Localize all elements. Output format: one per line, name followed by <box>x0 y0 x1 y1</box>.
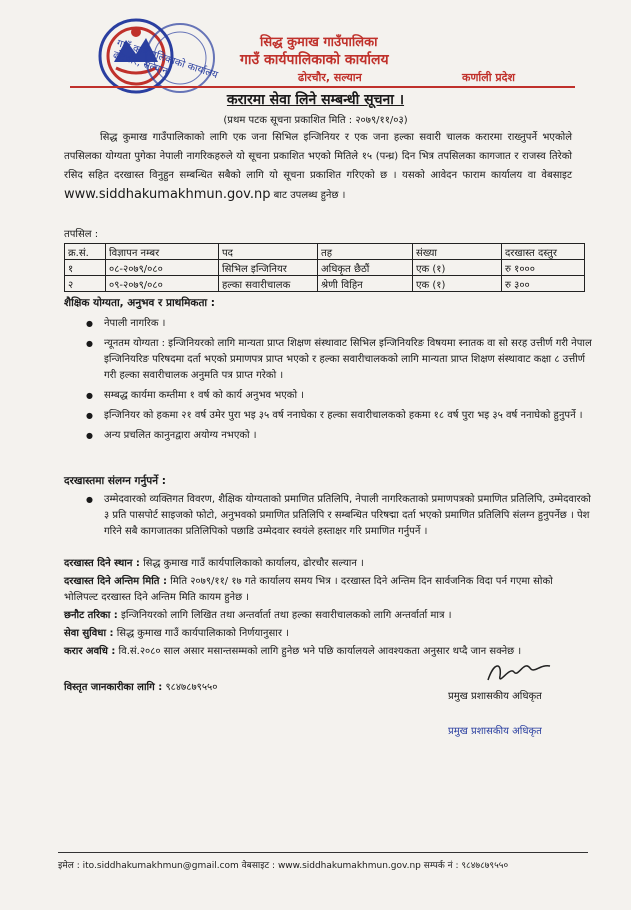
intro-text: सिद्ध कुमाख गाउँपालिकाको लागि एक जना सिभिल इन्जिनियर र एक जना हल्का सवारी चालक करारमा राख्नुपर्ने भएकोले तपसिलका योग्यता पुगेका नेपाली नागरिकहरुले यो सूचना प्रकाशित भएको मितिले १५ (पन्ध्र) दिन भित्र तपसिलका कागजात र राजस्व तिरेको रसिद सहित दरखास्त विनुहुन सम्बन्धित सबैको लागि यो सूचना प्रकाशित गरिएको छ । यसको आवेदन फाराम कार्यालय वा वेबसाइट <box>64 132 572 181</box>
facility-value: सिद्ध कुमाख गाउँ कार्यपालिकाको निर्णयानुसार । <box>116 628 289 639</box>
list-item: ● उम्मेदवारको व्यक्तिगत विवरण, शैक्षिक योग्यताको प्रमाणित प्रतिलिपि, नेपाली नागरिकताको प्रमाणपत्रको प्रमाणित प्रतिलिपि, उम्मेदवारको ३ प्रति पासपोर्ट साइजको फोटो, अनुभवको प्रमाणित प्रतिलिपि र सम्बन्धित परिषद्मा दर्ता भएको प्रमाणित प्रतिलिपि संलग्न हुनुपर्नेछ । पेश गरिने सबै कागजातका प्रतिलिपिको पछाडि उम्मेदवार स्वयंले हस्ताक्षर गरि प्रमाणित गर्नुपर्ने । <box>104 492 592 540</box>
table-cell: सिभिल इन्जिनियर <box>219 260 318 276</box>
table-cell: ०९-२०७९/०८० <box>106 276 219 292</box>
contract-value: वि.सं.२०८० साल असार मसान्तसम्मको लागि हुनेछ भने पछि कार्यालयले आवश्यकता अनुसार थप्दै जान सक्नेछ । <box>118 646 522 657</box>
table-cell: श्रेणी विहिन <box>318 276 413 292</box>
table-cell: रु १००० <box>502 260 585 276</box>
table-header-row <box>65 244 585 260</box>
attachments-list <box>84 492 592 544</box>
qualifications-list <box>84 316 592 448</box>
deadline-line <box>64 574 572 606</box>
table-cell: एक (१) <box>413 260 502 276</box>
deadline-label: दरखास्त दिने अन्तिम मिति : <box>64 576 167 587</box>
table-cell: २ <box>65 276 106 292</box>
notice-subtitle: (प्रथम पटक सूचना प्रकाशित मिति : २०७९/११/०३) <box>223 115 408 126</box>
office-location: ढोरचौर, सल्यान <box>298 71 362 84</box>
attachments-heading: दरखास्तमा संलग्न गर्नुपर्ने : <box>64 475 166 487</box>
submit-place-line <box>64 556 572 572</box>
table-row <box>65 260 585 276</box>
contract-label: करार अवधि : <box>64 646 116 657</box>
deadline-value: मिति २०७९/११/ १७ गते कार्यालय समय भित्र । दरखास्त दिने अन्तिम दिन सार्वजनिक विदा पर्न गएमा सोको भोलिपल्ट दरखास्त दिने अन्तिम मिति कायम हुनेछ । <box>64 576 553 603</box>
signatory-title: प्रमुख प्रशासकीय अधिकृत <box>448 691 542 702</box>
vacancy-table <box>64 243 585 292</box>
office-name: सिद्ध कुमाख गाउँपालिका <box>260 35 378 50</box>
list-item: ● इन्जिनियर को हकमा २१ वर्ष उमेर पुरा भइ ३५ वर्ष ननाघेका र हल्का सवारीचालकको हकमा १८ वर्ष पुरा भइ ३५ वर्ष ननाघेको हुनुपर्ने । <box>104 408 592 424</box>
table-cell: १ <box>65 260 106 276</box>
intro-paragraph <box>64 128 572 205</box>
list-item: ● नेपाली नागरिक । <box>104 316 592 332</box>
footer-divider <box>58 852 588 853</box>
selection-line <box>64 608 572 624</box>
table-row <box>65 276 585 292</box>
column-header: पद <box>219 244 318 260</box>
intro-end-text: बाट उपलब्ध हुनेछ । <box>273 190 346 201</box>
table-cell: ०८-२०७९/०८० <box>106 260 219 276</box>
province-name: कर्णाली प्रदेश <box>462 71 515 84</box>
header-divider <box>70 86 575 88</box>
column-header: क्र.सं. <box>65 244 106 260</box>
table-cell: अधिकृत छैठौं <box>318 260 413 276</box>
table-cell: हल्का सवारीचालक <box>219 276 318 292</box>
list-item: ● अन्य प्रचलित कानुनद्वारा अयोग्य नभएको । <box>104 428 592 444</box>
qualifications-heading: शैक्षिक योग्यता, अनुभव र प्राथमिकता : <box>64 297 216 309</box>
tapsil-label: तपसिल : <box>64 229 99 240</box>
column-header: तह <box>318 244 413 260</box>
selection-label: छनौट तरिका : <box>64 610 118 621</box>
notice-title: करारमा सेवा लिने सम्बन्धी सूचना । <box>226 92 405 108</box>
contact-label: विस्तृत जानकारीका लागि : <box>64 682 163 693</box>
office-title: गाउँ कार्यपालिकाको कार्यालय <box>240 52 389 68</box>
column-header: दरखास्त दस्तुर <box>502 244 585 260</box>
column-header: संख्या <box>413 244 502 260</box>
contact-value: ९८४७८७९५५० <box>165 682 218 693</box>
website-link[interactable]: www.siddhakumakhmun.gov.np <box>64 187 271 202</box>
list-item: ● सम्बद्ध कार्यमा कम्तीमा १ वर्ष को कार्य अनुभव भएको । <box>104 388 592 404</box>
official-stamp: प्रमुख प्रशासकीय अधिकृत <box>448 726 542 737</box>
submit-place-value: सिद्ध कुमाख गाउँ कार्यपालिकाको कार्यालय, ढोरचौर सल्यान । <box>143 558 364 569</box>
submit-place-label: दरखास्त दिने स्थान : <box>64 558 140 569</box>
table-cell: रु ३०० <box>502 276 585 292</box>
selection-value: इन्जिनियरको लागि लिखित तथा अन्तर्वार्ता तथा हल्का सवारीचालकको लागि अन्तर्वार्ता मात्र । <box>121 610 452 621</box>
signature-icon <box>484 658 554 688</box>
column-header: विज्ञापन नम्बर <box>106 244 219 260</box>
facility-label: सेवा सुविधा : <box>64 628 114 639</box>
facility-line <box>64 626 572 642</box>
seal-text: गाउँ कार्यपालिकाको कार्यालय ढोरचौर, सल्यान <box>111 38 220 82</box>
table-cell: एक (१) <box>413 276 502 292</box>
footer-contact: इमेल : ito.siddhakumakhmun@gmail.com वेबसाइट : www.siddhakumakhmun.gov.np सम्पर्क नं : ९८४७८७९५५० <box>58 861 509 871</box>
list-item: ● न्यूनतम योग्यता : इन्जिनियरको लागि मान्यता प्राप्त शिक्षण संस्थावाट सिभिल इन्जिनियरिङ विषयमा स्नातक वा सो सरह उत्तीर्ण गरी नेपाल इन्जिनियरिङ परिषदमा दर्ता भएको प्रमाणपत्र प्राप्त भएको र हल्का सवारीचालकको लागि मान्यता प्राप्त शिक्षण संस्थावाट कक्षा ८ उत्तीर्ण गरी हल्का सवारीचालक अनुमति पत्र प्राप्त गरेको । <box>104 336 592 384</box>
